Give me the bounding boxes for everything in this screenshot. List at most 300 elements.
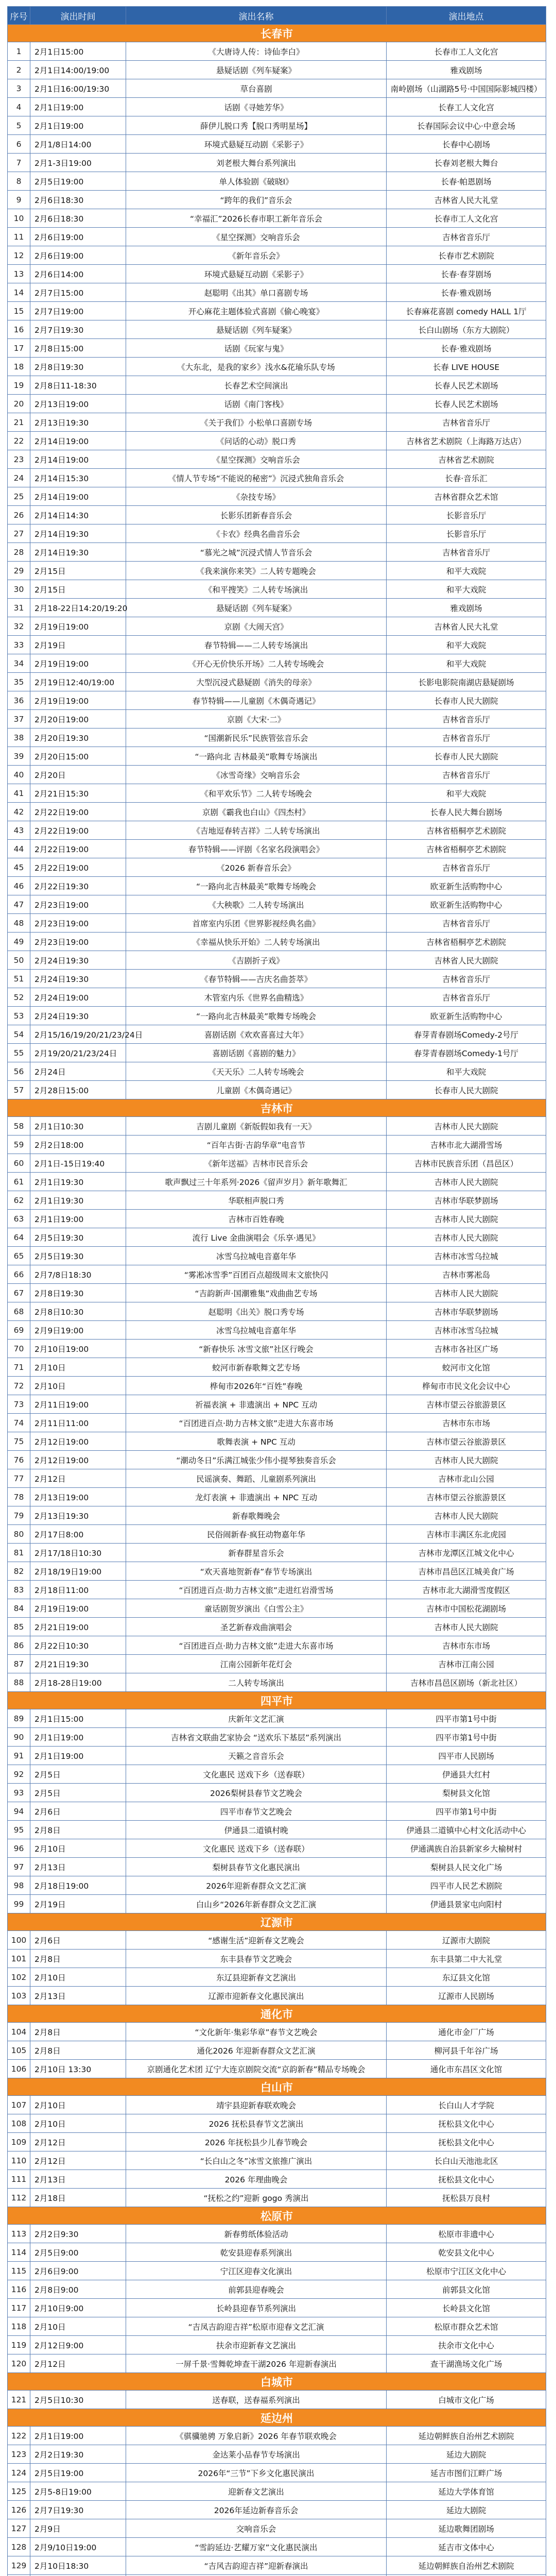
row-title: 龙灯表演 + 非遗演出 + NPC 互动 xyxy=(126,1488,387,1506)
row-venue: 吉林省艺术剧院（上海路万达店） xyxy=(387,432,546,450)
row-title: 春节特辑——评剧《名家名段演唱会》 xyxy=(126,840,387,858)
row-date: 2月1/8日14:00 xyxy=(30,135,126,154)
row-title: 歌舞表演 + NPC 互动 xyxy=(126,1432,387,1451)
table-row xyxy=(8,2023,546,2041)
table-row xyxy=(8,395,546,413)
row-venue: 长白山天池池北区 xyxy=(387,2151,546,2170)
row-date: 2月6日9:00 xyxy=(30,2262,126,2280)
table-row xyxy=(8,2391,546,2409)
row-number: 17 xyxy=(8,339,30,358)
row-title: 喜剧话剧《欢欢喜喜过大年》 xyxy=(126,1025,387,1044)
row-number: 33 xyxy=(8,636,30,654)
row-number: 79 xyxy=(8,1506,30,1525)
table-row xyxy=(8,1173,546,1191)
row-title: “吉凤吉韵迎吉祥”松原市迎春文艺汇演 xyxy=(126,2317,387,2336)
row-venue: 延边大剧院 xyxy=(387,2445,546,2464)
row-title: 《新年送福》吉林市民音乐会 xyxy=(126,1154,387,1173)
row-title: 四平市春节文艺晚会 xyxy=(126,1802,387,1821)
row-number: 50 xyxy=(8,951,30,970)
row-venue: 吉林市人民大剧院 xyxy=(387,1284,546,1302)
row-number: 41 xyxy=(8,784,30,803)
table-row xyxy=(8,2501,546,2519)
row-venue: 长春工人文化宫 xyxy=(387,98,546,116)
table-row xyxy=(8,970,546,988)
row-number: 122 xyxy=(8,2427,30,2445)
row-date: 2月8日9:00 xyxy=(30,2280,126,2299)
row-date: 2月1日19:00 xyxy=(30,2427,126,2445)
table-row xyxy=(8,376,546,395)
row-number: 42 xyxy=(8,803,30,821)
table-row xyxy=(8,339,546,358)
row-venue: 扶余市文化中心 xyxy=(387,2336,546,2354)
row-number: 128 xyxy=(8,2538,30,2556)
row-number: 115 xyxy=(8,2262,30,2280)
row-venue: 雅戏剧场 xyxy=(387,61,546,79)
row-venue: 雅戏剧场 xyxy=(387,599,546,617)
table-header-row xyxy=(8,7,546,25)
row-number: 6 xyxy=(8,135,30,154)
table-row xyxy=(8,2464,546,2482)
row-title: 天籁之音音乐会 xyxy=(126,1747,387,1765)
table-row xyxy=(8,2538,546,2556)
row-venue: 吉林市望云谷旅游景区 xyxy=(387,1395,546,1414)
row-number: 96 xyxy=(8,1839,30,1858)
row-number: 3 xyxy=(8,79,30,98)
row-title: 《情人节专场“不能说的秘密”》沉浸式独角音乐会 xyxy=(126,469,387,487)
row-title: 环境式悬疑互动剧《采影子》 xyxy=(126,265,387,283)
row-date: 2月22日10:30 xyxy=(30,1636,126,1655)
table-row xyxy=(8,135,546,154)
row-date: 2月7日15:00 xyxy=(30,283,126,302)
row-title: “国潮新民乐”民族管弦音乐会 xyxy=(126,728,387,747)
table-row xyxy=(8,2041,546,2060)
table-row xyxy=(8,580,546,599)
row-title: 宁江区迎春文化演出 xyxy=(126,2262,387,2280)
row-title: 吉林市百姓春晚 xyxy=(126,1210,387,1228)
row-number: 117 xyxy=(8,2299,30,2317)
table-row xyxy=(8,1025,546,1044)
row-title: 东辽县迎新春文艺演出 xyxy=(126,1968,387,1987)
row-number: 4 xyxy=(8,98,30,116)
table-row xyxy=(8,951,546,970)
row-number: 7 xyxy=(8,154,30,172)
row-number: 119 xyxy=(8,2336,30,2354)
row-title: 京剧《霸我也白山》《四杰村》 xyxy=(126,803,387,821)
row-title: 金达莱小品春节专场演出 xyxy=(126,2445,387,2464)
row-date: 2月17/18日10:30 xyxy=(30,1544,126,1562)
row-title: “百团进百点·助力吉林文旅”走进大东喜市场 xyxy=(126,1636,387,1655)
row-number: 36 xyxy=(8,691,30,710)
row-venue: 和平大戏院 xyxy=(387,636,546,654)
row-date: 2月7日19:30 xyxy=(30,2501,126,2519)
row-title: 京剧《大宋·二》 xyxy=(126,710,387,728)
row-date: 2月11日19:00 xyxy=(30,1395,126,1414)
row-title: 《大唐诗人传：诗仙李白》 xyxy=(126,42,387,61)
row-number: 86 xyxy=(8,1636,30,1655)
row-date: 2月13日19:30 xyxy=(30,1506,126,1525)
table-row xyxy=(8,1728,546,1747)
row-number: 39 xyxy=(8,747,30,766)
city-section-title: 白城市 xyxy=(8,2373,546,2391)
table-row xyxy=(8,1802,546,1821)
header-date: 演出时间 xyxy=(30,7,126,25)
row-venue: 四平市第1号中街 xyxy=(387,1802,546,1821)
row-venue: 延边朝鲜族自治州艺术剧院 xyxy=(387,2556,546,2575)
table-row xyxy=(8,1210,546,1228)
row-title: 开心麻花主题体验式喜剧《偷心晚宴》 xyxy=(126,302,387,320)
header-name: 演出名称 xyxy=(126,7,387,25)
row-title: 《星空探测》交响音乐会 xyxy=(126,450,387,469)
table-row xyxy=(8,895,546,914)
row-date: 2月15/16/19/20/21/23/24日 xyxy=(30,1025,126,1044)
row-date: 2月18日11:00 xyxy=(30,1581,126,1599)
row-venue: 吉林省群众艺术馆 xyxy=(387,487,546,506)
row-venue: 春芽青春剧场Comedy-2号厅 xyxy=(387,1025,546,1044)
row-title: 2026 年理曲晚会 xyxy=(126,2170,387,2189)
row-date: 2月28日15:00 xyxy=(30,1081,126,1099)
table-row xyxy=(8,2354,546,2373)
row-date: 2月24日19:30 xyxy=(30,1007,126,1025)
row-date: 2月13日19:00 xyxy=(30,1488,126,1506)
row-venue: 吉林市各社区广场 xyxy=(387,1340,546,1358)
row-title: 新春剪纸体验活动 xyxy=(126,2225,387,2243)
row-date: 2月6日19:00 xyxy=(30,246,126,265)
row-date: 2月10日 xyxy=(30,2096,126,2114)
row-venue: 吉林市北山公园 xyxy=(387,1469,546,1488)
row-venue: 延边歌舞团剧场 xyxy=(387,2519,546,2538)
table-row xyxy=(8,506,546,524)
row-venue: 吉林市华联梦剧场 xyxy=(387,1302,546,1321)
row-date: 2月18日 xyxy=(30,2189,126,2207)
table-row xyxy=(8,1432,546,1451)
row-venue: 吉林省人民大礼堂 xyxy=(387,191,546,209)
row-title: 冰雪乌拉城电音嘉年华 xyxy=(126,1247,387,1265)
row-title: “吉韵新声·国潮雅集”戏曲曲艺专场 xyxy=(126,1284,387,1302)
row-date: 2月1日16:00/19:30 xyxy=(30,79,126,98)
row-date: 2月9/10日19:00 xyxy=(30,2538,126,2556)
row-number: 127 xyxy=(8,2519,30,2538)
row-number: 21 xyxy=(8,413,30,432)
row-date: 2月12日9:00 xyxy=(30,2336,126,2354)
row-date: 2月9日 xyxy=(30,2519,126,2538)
row-date: 2月1日15:00 xyxy=(30,1709,126,1728)
table-row xyxy=(8,543,546,562)
row-date: 2月10日19:00 xyxy=(30,1340,126,1358)
table-body xyxy=(8,25,546,2576)
row-date: 2月13日19:00 xyxy=(30,395,126,413)
row-title: 悬疑话剧《列车疑案》 xyxy=(126,599,387,617)
row-venue: 吉林省梧桐亭艺术剧院 xyxy=(387,840,546,858)
row-date: 2月22日19:00 xyxy=(30,803,126,821)
table-row xyxy=(8,450,546,469)
row-number: 54 xyxy=(8,1025,30,1044)
row-title: 《关于我们》小松单口喜剧专场 xyxy=(126,413,387,432)
row-venue: 延边大剧院 xyxy=(387,2501,546,2519)
table-row xyxy=(8,1618,546,1636)
row-date: 2月10日 xyxy=(30,2317,126,2336)
row-title: 扶余市迎新春文艺演出 xyxy=(126,2336,387,2354)
row-number: 95 xyxy=(8,1821,30,1839)
row-number: 30 xyxy=(8,580,30,599)
row-number: 82 xyxy=(8,1562,30,1581)
row-venue: 和平大戏院 xyxy=(387,784,546,803)
row-number: 111 xyxy=(8,2170,30,2189)
city-section-header xyxy=(8,2373,546,2391)
row-venue: 吉林市东市场 xyxy=(387,1636,546,1655)
table-row xyxy=(8,2299,546,2317)
table-row xyxy=(8,1321,546,1340)
row-venue: 长白山剧场（东方大剧院） xyxy=(387,320,546,339)
row-title: 赵聪明《出其》单口喜剧专场 xyxy=(126,283,387,302)
table-row xyxy=(8,1506,546,1525)
row-date: 2月1日-15日19:40 xyxy=(30,1154,126,1173)
row-venue: 延边大学体育馆 xyxy=(387,2482,546,2501)
row-title: “感谢生活”迎新春文艺晚会 xyxy=(126,1931,387,1950)
table-row xyxy=(8,1469,546,1488)
table-row xyxy=(8,209,546,228)
row-number: 2 xyxy=(8,61,30,79)
row-date: 2月5日10:30 xyxy=(30,2391,126,2409)
table-row xyxy=(8,1655,546,1673)
row-venue: 白城市文化广场 xyxy=(387,2391,546,2409)
row-venue: 吉林市华联梦剧场 xyxy=(387,1191,546,1210)
row-title: 《幸福从快乐开始》二人转专场演出 xyxy=(126,933,387,951)
row-title: 通化2026 年迎新春群众文艺汇演 xyxy=(126,2041,387,2060)
row-date: 2月8日 xyxy=(30,2041,126,2060)
table-row xyxy=(8,654,546,673)
row-venue: 吉林省音乐厅 xyxy=(387,728,546,747)
table-row xyxy=(8,1007,546,1025)
row-title: 新春歌舞晚会 xyxy=(126,1506,387,1525)
row-date: 2月2日19:30 xyxy=(30,2445,126,2464)
row-venue: 长春麻花喜剧 comedy HALL 1厅 xyxy=(387,302,546,320)
row-venue: 南岭剧场（山湖路5号·中国国际影城四楼） xyxy=(387,79,546,98)
row-number: 25 xyxy=(8,487,30,506)
row-venue: 和平大戏院 xyxy=(387,654,546,673)
row-venue: 长春国际会议中心·中意会场 xyxy=(387,116,546,135)
row-venue: 吉林市人民大剧院 xyxy=(387,1210,546,1228)
row-number: 45 xyxy=(8,858,30,877)
row-title: 圣艺新春戏曲演唱会 xyxy=(126,1618,387,1636)
table-row xyxy=(8,840,546,858)
row-number: 77 xyxy=(8,1469,30,1488)
row-number: 124 xyxy=(8,2464,30,2482)
row-title: 文化惠民 送戏下乡（送春联） xyxy=(126,1765,387,1784)
row-venue: 长春·音乐汇 xyxy=(387,469,546,487)
row-number: 62 xyxy=(8,1191,30,1210)
row-number: 26 xyxy=(8,506,30,524)
table-row xyxy=(8,2445,546,2464)
row-venue: 吉林市民族音乐团（昌邑区） xyxy=(387,1154,546,1173)
row-venue: 吉林省音乐厅 xyxy=(387,228,546,246)
row-title: 冰雪乌拉城电音嘉年华 xyxy=(126,1321,387,1340)
row-date: 2月9日19:00 xyxy=(30,1321,126,1340)
row-title: 话剧《南门客栈》 xyxy=(126,395,387,413)
row-number: 105 xyxy=(8,2041,30,2060)
row-venue: 辽源市人民剧场 xyxy=(387,1987,546,2005)
row-venue: 吉林市冰雪乌拉城 xyxy=(387,1321,546,1340)
row-title: 交响音乐会 xyxy=(126,2519,387,2538)
row-date: 2月5-8日19:00 xyxy=(30,2482,126,2501)
table-row xyxy=(8,2170,546,2189)
table-row xyxy=(8,61,546,79)
table-row xyxy=(8,1636,546,1655)
row-title: “文化新年·集彩华章”春节文艺晚会 xyxy=(126,2023,387,2041)
row-date: 2月15日 xyxy=(30,580,126,599)
city-section-header xyxy=(8,1913,546,1931)
row-title: 蛟河市新春歌舞文艺专场 xyxy=(126,1358,387,1377)
table-row xyxy=(8,2060,546,2078)
row-date: 2月12日 xyxy=(30,1469,126,1488)
table-row xyxy=(8,710,546,728)
row-number: 13 xyxy=(8,265,30,283)
row-date: 2月18日19:00 xyxy=(30,1876,126,1895)
row-number: 12 xyxy=(8,246,30,265)
row-number: 16 xyxy=(8,320,30,339)
row-venue: 吉林市龙潭区江城文化中心 xyxy=(387,1544,546,1562)
row-number: 40 xyxy=(8,766,30,784)
row-number: 1 xyxy=(8,42,30,61)
row-title: 梨树县春节文化惠民演出 xyxy=(126,1858,387,1876)
row-number: 91 xyxy=(8,1747,30,1765)
row-venue: 梨树县人民文化广场 xyxy=(387,1858,546,1876)
row-date: 2月5日19:30 xyxy=(30,1247,126,1265)
row-number: 107 xyxy=(8,2096,30,2114)
table-row xyxy=(8,636,546,654)
row-number: 123 xyxy=(8,2445,30,2464)
row-number: 78 xyxy=(8,1488,30,1506)
row-title: 伊通县二道镇村晚 xyxy=(126,1821,387,1839)
row-title: 《问话的心动》脱口秀 xyxy=(126,432,387,450)
row-venue: 长岭县文化馆 xyxy=(387,2299,546,2317)
row-title: 新春群星音乐会 xyxy=(126,1544,387,1562)
row-venue: 长春人民艺术剧场 xyxy=(387,395,546,413)
row-venue: 抚松县文化中心 xyxy=(387,2133,546,2151)
table-row xyxy=(8,691,546,710)
row-number: 55 xyxy=(8,1044,30,1062)
row-venue: 伊通县二道镇中心村文化活动中心 xyxy=(387,1821,546,1839)
table-row xyxy=(8,1247,546,1265)
row-venue: 欧亚新生活购物中心 xyxy=(387,877,546,895)
row-number: 104 xyxy=(8,2023,30,2041)
row-title: “抚松之约”迎新 gogo 秀演出 xyxy=(126,2189,387,2207)
row-number: 121 xyxy=(8,2391,30,2409)
row-date: 2月1日19:30 xyxy=(30,1173,126,1191)
row-date: 2月13日 xyxy=(30,1858,126,1876)
row-date: 2月10日 xyxy=(30,1358,126,1377)
row-venue: 四平市人民剧场 xyxy=(387,1747,546,1765)
row-title: 话剧《寻她芳华》 xyxy=(126,98,387,116)
row-venue: 松原市非遗中心 xyxy=(387,2225,546,2243)
row-venue: 吉林省梧桐亭艺术剧院 xyxy=(387,821,546,840)
row-date: 2月10日 13:30 xyxy=(30,2060,126,2078)
header-no: 序号 xyxy=(8,7,30,25)
table-row xyxy=(8,2336,546,2354)
row-title: 环境式悬疑互动剧《采影子》 xyxy=(126,135,387,154)
table-row xyxy=(8,1765,546,1784)
row-venue: 四平市第1号中街 xyxy=(387,1709,546,1728)
row-venue: 四平市第1号中街 xyxy=(387,1728,546,1747)
table-row xyxy=(8,487,546,506)
row-date: 2月1日19:30 xyxy=(30,1191,126,1210)
city-section-title: 松原市 xyxy=(8,2207,546,2225)
row-venue: 长春 LIVE HOUSE xyxy=(387,358,546,376)
row-number: 97 xyxy=(8,1858,30,1876)
row-title: 文化惠民 送戏下乡（送春联） xyxy=(126,1839,387,1858)
row-number: 88 xyxy=(8,1673,30,1692)
city-section-header xyxy=(8,2207,546,2225)
table-row xyxy=(8,1581,546,1599)
row-number: 46 xyxy=(8,877,30,895)
row-date: 2月19日19:00 xyxy=(30,1599,126,1618)
row-venue: 伊通满族自治县新家乡大榆树村 xyxy=(387,1839,546,1858)
row-title: 2026梨树县春节文艺晚会 xyxy=(126,1784,387,1802)
table-row xyxy=(8,413,546,432)
row-date: 2月5日9:00 xyxy=(30,2243,126,2262)
row-number: 51 xyxy=(8,970,30,988)
row-title: 话剧《玩家与鬼》 xyxy=(126,339,387,358)
row-title: 2026 抚松县春节文艺演出 xyxy=(126,2114,387,2133)
row-venue: 辽源市大剧院 xyxy=(387,1931,546,1950)
row-venue: 吉林市人民大剧院 xyxy=(387,1173,546,1191)
row-number: 24 xyxy=(8,469,30,487)
row-date: 2月20日 xyxy=(30,766,126,784)
table-row xyxy=(8,154,546,172)
table-row xyxy=(8,599,546,617)
row-title: 刘老根大舞台系列演出 xyxy=(126,154,387,172)
row-title: 白山乡“2026年新春群众文艺汇演 xyxy=(126,1895,387,1913)
row-title: 《骐骥驰骋 万象启新》2026 年春节联欢晚会 xyxy=(126,2427,387,2445)
row-date: 2月12日 xyxy=(30,2354,126,2373)
row-venue: 松原市宁江区文化中心 xyxy=(387,2262,546,2280)
table-row xyxy=(8,1302,546,1321)
table-row xyxy=(8,79,546,98)
row-date: 2月8日11-18:30 xyxy=(30,376,126,395)
table-row xyxy=(8,1136,546,1154)
row-title: 木管室内乐《世界名曲精选》 xyxy=(126,988,387,1007)
row-venue: 长白山人才学院 xyxy=(387,2096,546,2114)
row-title: 《吉地逗春转吉祥》二人转专场演出 xyxy=(126,821,387,840)
city-section-title: 通化市 xyxy=(8,2005,546,2023)
row-title: “欢天喜地贺新春”春节专场演出 xyxy=(126,1562,387,1581)
row-number: 89 xyxy=(8,1709,30,1728)
row-venue: 欧亚新生活购物中心 xyxy=(387,895,546,914)
table-row xyxy=(8,1931,546,1950)
row-title: “潮动冬日”乐满江城张少伟小提琴独奏音乐会 xyxy=(126,1451,387,1469)
row-number: 73 xyxy=(8,1395,30,1414)
row-venue: 吉林省艺术剧院 xyxy=(387,450,546,469)
row-title: 江南公园新年花灯会 xyxy=(126,1655,387,1673)
row-date: 2月19日19:00 xyxy=(30,617,126,636)
table-row xyxy=(8,228,546,246)
row-venue: 长春市人民大剧院 xyxy=(387,747,546,766)
row-venue: 吉林市昌邑区江城美食广场 xyxy=(387,1562,546,1581)
row-date: 2月12日19:00 xyxy=(30,1432,126,1451)
row-venue: 长春市工人文化宫 xyxy=(387,209,546,228)
row-venue: 松原市群众艺术馆 xyxy=(387,2317,546,2336)
row-title: 首席室内乐团《世界影视经典名曲》 xyxy=(126,914,387,933)
row-title: 前郭县迎春晚会 xyxy=(126,2280,387,2299)
row-date: 2月7/8日18:30 xyxy=(30,1265,126,1284)
performance-schedule-table xyxy=(7,6,546,2576)
row-number: 11 xyxy=(8,228,30,246)
table-row xyxy=(8,2243,546,2262)
table-row xyxy=(8,265,546,283)
table-row xyxy=(8,784,546,803)
table-row xyxy=(8,1858,546,1876)
row-number: 118 xyxy=(8,2317,30,2336)
row-number: 87 xyxy=(8,1655,30,1673)
